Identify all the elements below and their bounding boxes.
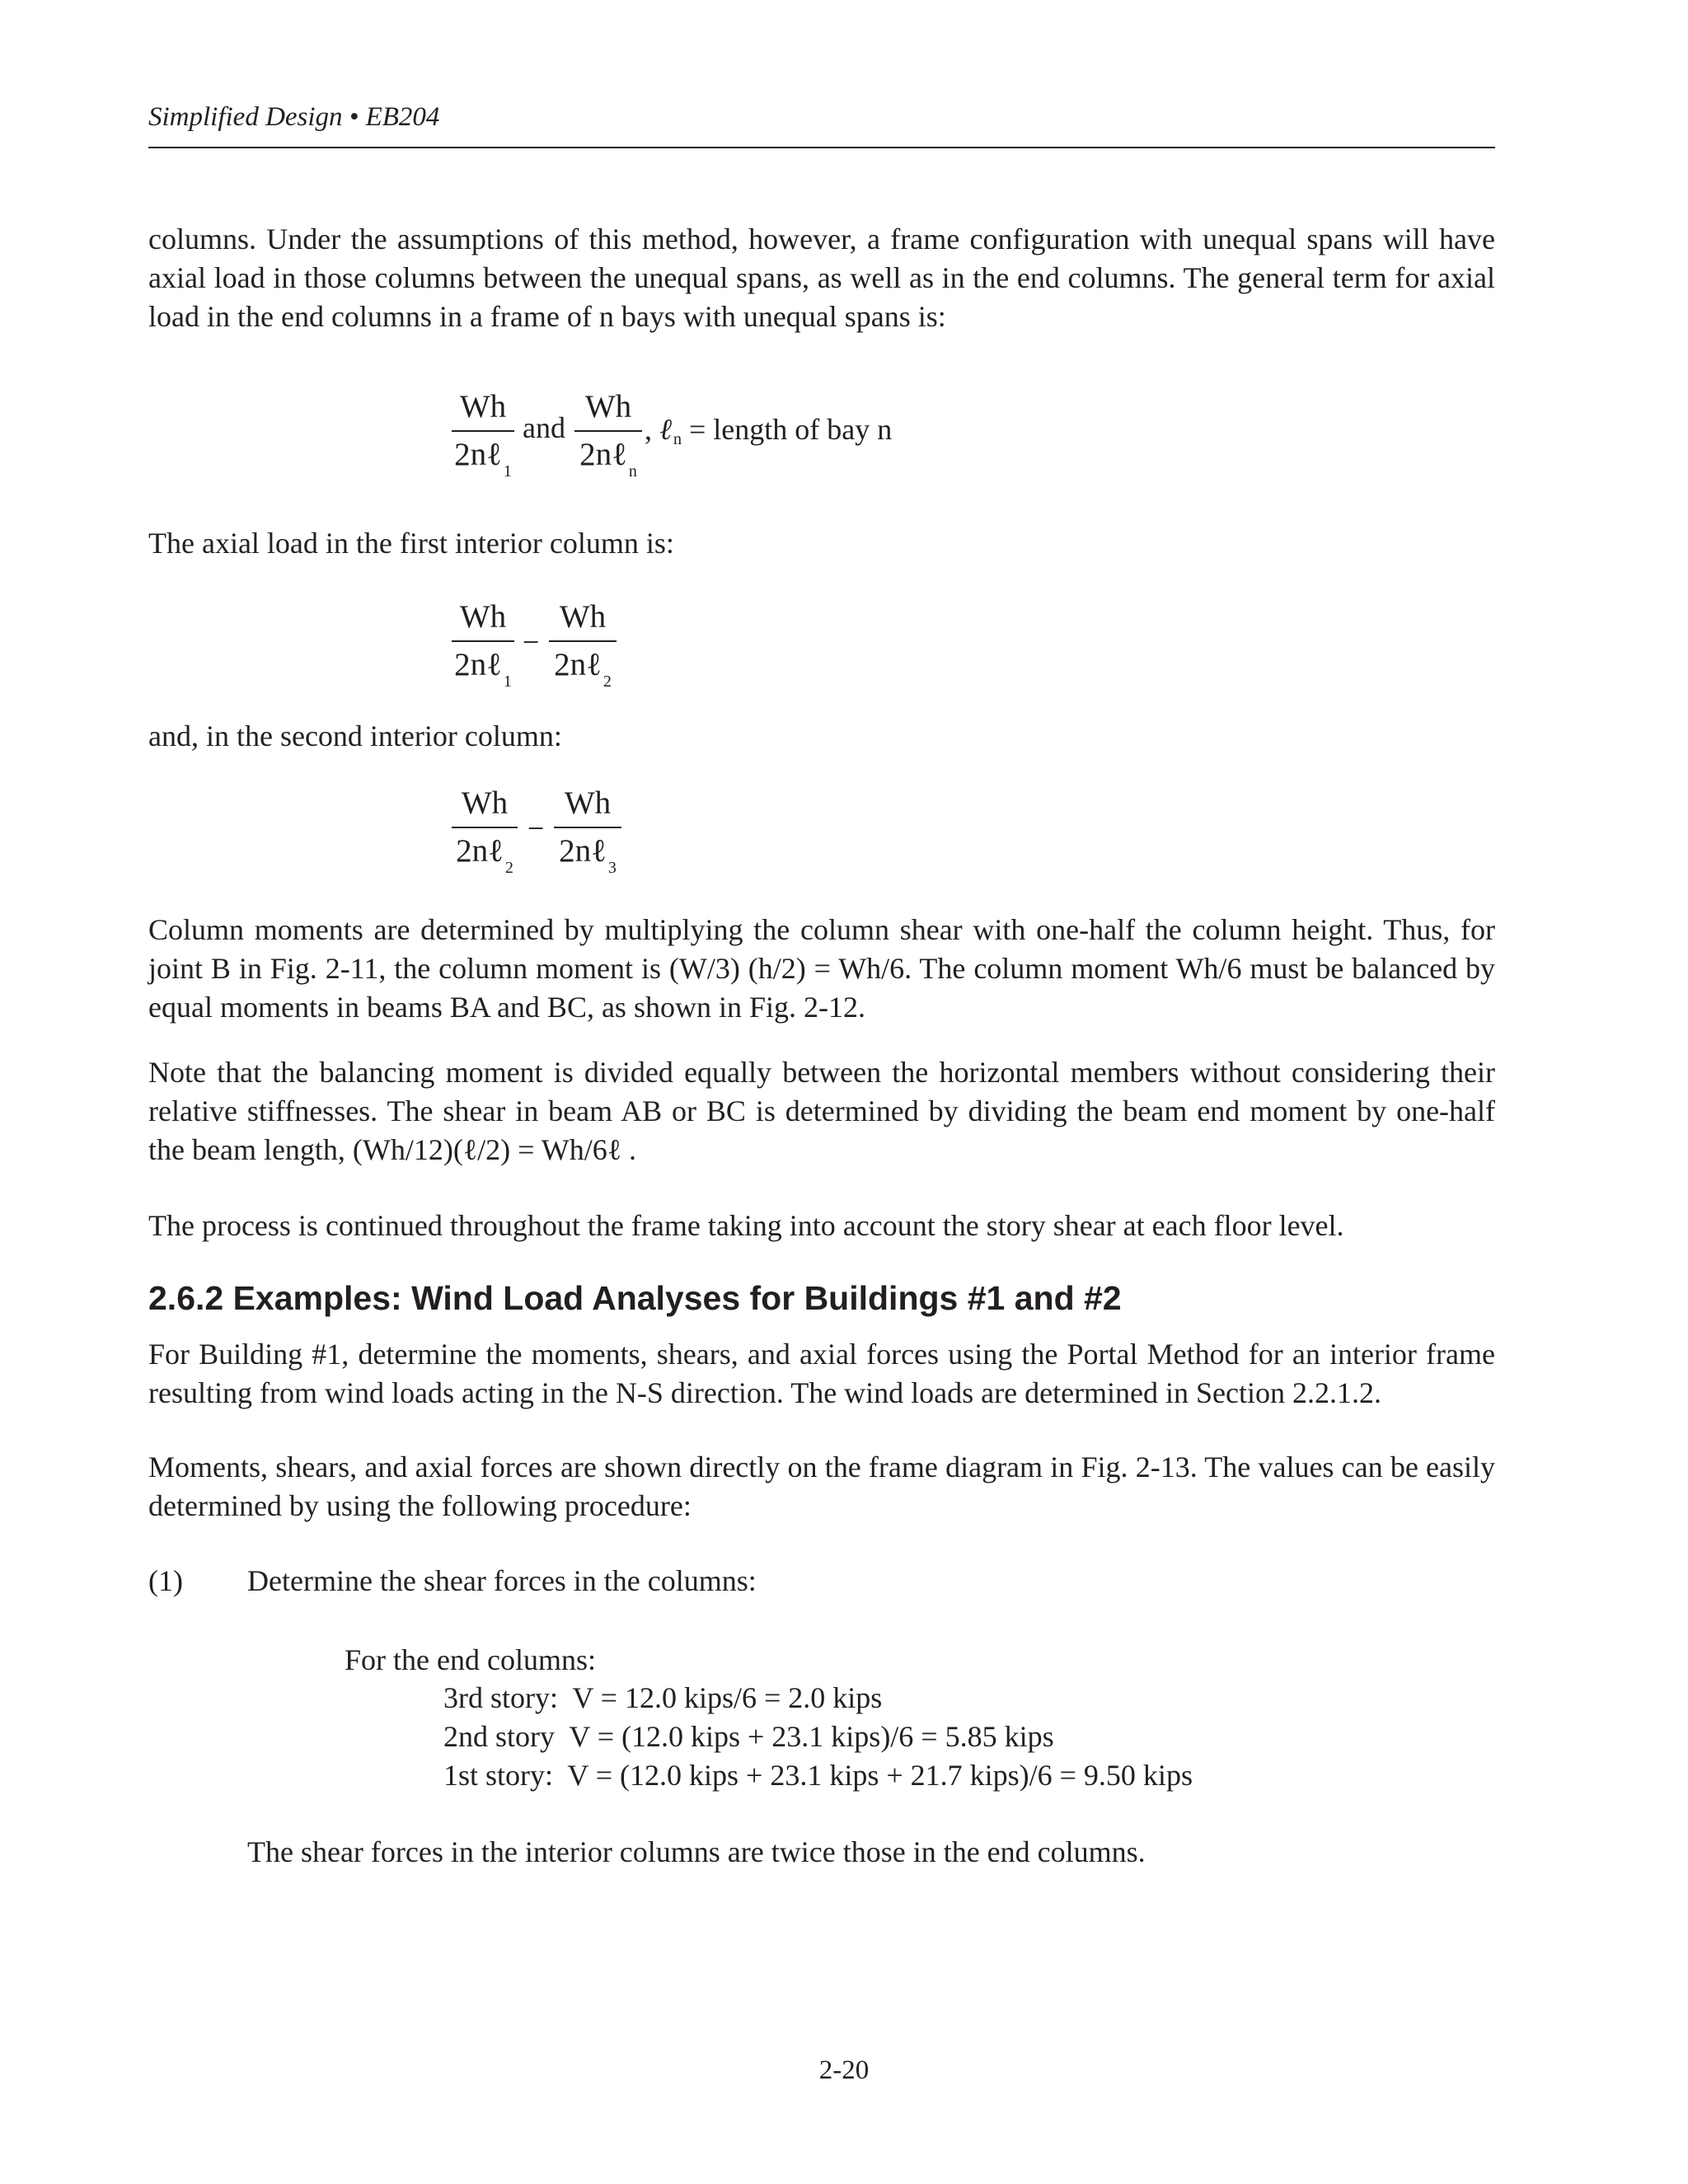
minus-sign: −: [523, 626, 540, 658]
page-number: 2-20: [818, 2055, 870, 2085]
subscript: 2: [603, 673, 612, 691]
fraction: [574, 389, 642, 480]
subscript: 1: [503, 462, 512, 480]
fraction: [452, 785, 518, 877]
story-line-3rd: 3rd story: V = 12.0 kips/6 = 2.0 kips: [443, 1681, 883, 1714]
interior-note: The shear forces in the interior columns are twice those in the end columns.: [247, 1835, 1146, 1868]
denominator: 2nℓ $_2$: [554, 647, 612, 691]
numerator: Wh: [459, 599, 507, 635]
fraction-bar: [549, 640, 617, 642]
second-interior-text: and, in the second interior column:: [148, 719, 562, 752]
denominator: 2nℓ $_1$: [454, 647, 512, 691]
section-heading: 2.6.2 Examples: Wind Load Analyses for Buildings #1 and #2: [148, 1279, 1122, 1317]
process-paragraph: The process is continued throughout the frame taking into account the story shear at each floor level.: [148, 1209, 1344, 1242]
fraction-bar: [452, 827, 518, 828]
numerator: Wh: [459, 389, 507, 424]
fraction-bar: [574, 430, 642, 432]
header-rule: [148, 147, 1495, 148]
fraction-bar: [554, 827, 621, 828]
numerator: Wh: [564, 785, 612, 821]
equation-and: and: [523, 411, 565, 444]
denominator: 2nℓ $_n$: [579, 437, 637, 480]
equation-tail: , ℓ n = length of bay n: [645, 413, 893, 448]
intro-paragraph: columns. Under the assumptions of this method, however, a frame configuration with unequal spans will have axial load in those columns between the unequal spans, as well as in the end columns. The general term for axial load in the end columns in a frame of n bays with unequal spans is:: [148, 223, 1495, 333]
story-line-2nd: 2nd story V = (12.0 kips + 23.1 kips)/6 = 5.85 kips: [443, 1720, 1054, 1753]
first-interior-text: The axial load in the first interior column is:: [148, 527, 674, 560]
denominator: 2nℓ $_1$: [454, 437, 512, 480]
subscript: n: [628, 462, 637, 480]
subscript: 3: [607, 859, 617, 877]
subscript: 1: [503, 673, 512, 691]
minus-sign: −: [528, 812, 545, 845]
frame-paragraph: Moments, shears, and axial forces are shown directly on the frame diagram in Fig. 2-13. The values can be easily determined by using the following procedure:: [148, 1451, 1495, 1522]
denominator: 2nℓ $_3$: [559, 833, 617, 877]
denominator: 2nℓ $_2$: [456, 833, 513, 877]
running-header: Simplified Design • EB204: [148, 102, 440, 132]
story-line-1st: 1st story: V = (12.0 kips + 23.1 kips + 21.7 kips)/6 = 9.50 kips: [443, 1759, 1193, 1792]
step-text: Determine the shear forces in the columns:: [247, 1564, 757, 1597]
numerator: Wh: [461, 785, 509, 821]
fraction: [452, 389, 514, 480]
end-columns-label: For the end columns:: [345, 1643, 596, 1676]
step-number: (1): [148, 1564, 183, 1597]
subscript: 2: [504, 859, 513, 877]
numerator: Wh: [584, 389, 632, 424]
moments-paragraph: Column moments are determined by multiplying the column shear with one-half the column height. Thus, for joint B in Fig. 2-11, the column moment is (W/3) (h/2) = Wh/6. The column moment Wh/6 must be balanced by equal moments in beams BA and BC, as shown in Fig. 2-12.: [148, 913, 1495, 1024]
fraction: [549, 599, 617, 691]
fraction-bar: [452, 640, 514, 642]
fraction-bar: [452, 430, 514, 432]
balancing-paragraph: Note that the balancing moment is divided equally between the horizontal members without considering their relative stiffnesses. The shear in beam AB or BC is determined by dividing the beam end moment by one-half the beam length, (Wh/12)(ℓ/2) = Wh/6ℓ .: [148, 1056, 1495, 1166]
fraction: [554, 785, 621, 877]
building-paragraph: For Building #1, determine the moments, shears, and axial forces using the Portal Method for an interior frame resulting from wind loads acting in the N-S direction. The wind loads are determined in Section 2.2.1.2.: [148, 1338, 1495, 1409]
fraction: [452, 599, 514, 691]
numerator: Wh: [559, 599, 607, 635]
